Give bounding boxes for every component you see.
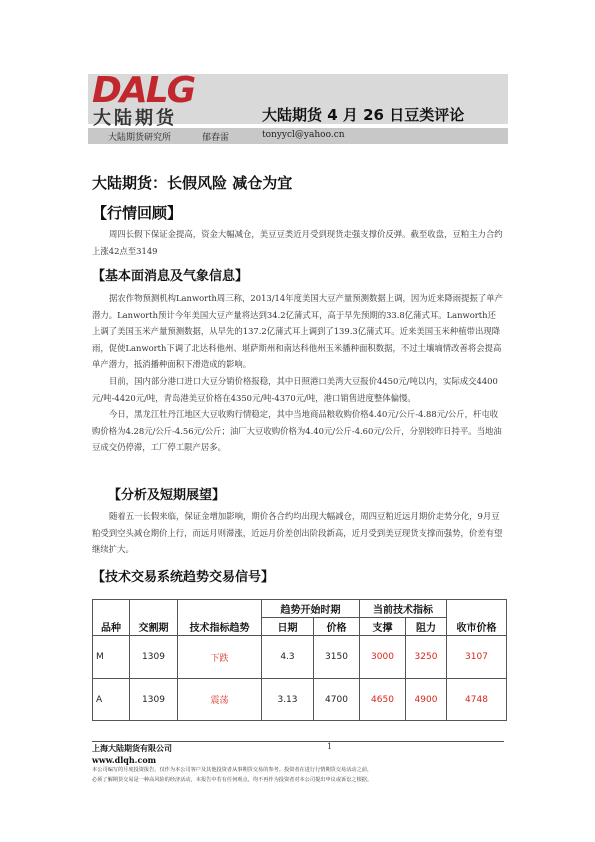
- footer-disclaimer: [92, 765, 512, 785]
- cell-resistance: 3250: [406, 636, 447, 679]
- cell-date: 4.3: [262, 636, 314, 679]
- table-group-header-row: [93, 600, 507, 618]
- column-header: 价格: [314, 618, 360, 636]
- fundamentals-paragraph-3: 今日，黑龙江牡丹江地区大豆收购行情稳定，其中当地商品粮收购价格4.40元/公斤-4.88元/公斤，杆屯收购价格为4.28元/公斤-4.56元/公斤；油厂大豆收购价格为4.40元/公斤-4.60元/公斤，分别较昨日持平。当地油豆成交仍停滞，工厂停工限产居多。: [92, 409, 502, 453]
- cell-trend: 震荡: [178, 679, 262, 721]
- review-text-block: [92, 226, 504, 259]
- section-heading-analysis: 【分析及短期展望】: [108, 488, 226, 503]
- cell-variety: A: [93, 679, 130, 721]
- footer-divider: [92, 741, 504, 742]
- column-header: 阻力: [406, 618, 447, 636]
- table-row: [93, 636, 507, 679]
- author-name: 郁春雷: [202, 133, 230, 143]
- author-email[interactable]: tonyycl@yahoo.cn: [262, 130, 345, 140]
- cell-price: 3150: [314, 636, 360, 679]
- report-header-title: 大陆期货 4 月 26 日豆类评论: [262, 106, 465, 124]
- signal-table: [92, 599, 507, 721]
- review-paragraph: 周四长假下保证金提高，资金大幅减仓，美豆豆类近月受到现货走强支撑价反弹。截至收盘，豆粕主力合约上涨42点至3149: [92, 229, 503, 256]
- fundamentals-paragraph-2: 目前，国内部分港口进口大豆分销价格报稳，其中日照港口美湾大豆报价4450元/吨以内，实际成交4400元/吨-4420元/吨，青岛港美豆价格在4350元/吨-4370元/吨，港口销售进度整体偏慢。: [92, 375, 498, 403]
- cell-support: 4650: [360, 679, 406, 721]
- page-number: 1: [327, 742, 333, 751]
- company-logo: DALG: [92, 70, 195, 111]
- fundamentals-text-block: [92, 290, 504, 456]
- cell-variety: M: [93, 636, 130, 679]
- document-title: 大陆期货：长假风险 减仓为宜: [92, 174, 293, 192]
- section-heading-signals: 【技术交易系统趋势交易信号】: [92, 570, 275, 585]
- group-header-trend-start: 趋势开始时期: [262, 600, 360, 618]
- section-heading-review: 【行情回顾】: [92, 204, 183, 222]
- section-heading-fundamentals: 【基本面消息及气象信息】: [92, 269, 249, 284]
- cell-delivery: 1309: [130, 679, 178, 721]
- cell-delivery: 1309: [130, 636, 178, 679]
- analysis-text-block: [92, 508, 504, 558]
- cell-close: 4748: [447, 679, 507, 721]
- cell-close: 3107: [447, 636, 507, 679]
- cell-support: 3000: [360, 636, 406, 679]
- analysis-paragraph: 随着五一长假来临，保证金增加影响，期价各合约均出现大幅减仓，周四豆粕近远月期价走势分化，9月豆粕受到空头减仓期价上行，而远月则滞涨，近远月价差创出阶段新高，近月受到美豆现货支撑而强势，价差有望继续扩大。: [92, 511, 503, 555]
- cell-date: 3.13: [262, 679, 314, 721]
- table-header-row: [93, 618, 507, 636]
- cell-trend: 下跌: [178, 636, 262, 679]
- column-header: 日期: [262, 618, 314, 636]
- footer-company: 上海大陆期货有限公司: [92, 743, 172, 753]
- disclaimer-line-2: 必须了解期货交易是一种高风险的经济活动，本报告中若有任何观点，均不再作为投资者对本公司提出申议或诉讼之根据。: [92, 777, 373, 783]
- column-header: 支撑: [360, 618, 406, 636]
- company-logo-cn: 大陆期货: [93, 108, 177, 129]
- column-header: 品种: [93, 618, 130, 636]
- cell-price: 4700: [314, 679, 360, 721]
- disclaimer-line-1: 本公司编写的月度投资报告，仅作为本公司客户及其他投资者从事期货交易的参考。投资者在进行行情期货交易活动之前，: [92, 767, 373, 773]
- table-row: [93, 679, 507, 721]
- fundamentals-paragraph-1: 据农作物预测机构Lanworth周三称，2013/14年度美国大豆产量预测数据上调，因为近来降雨提振了单产潜力。Lanworth预计今年美国大豆产量将达到34.2亿蒲式耳，高于早先预期的33.8亿蒲式耳。Lanworth还上调了美国玉米产量预测数据，从早先的137.2亿蒲式耳上调到了139.3亿蒲式耳。近来美国玉米种植带出现降雨，促使Lanworth下调了北达科他州、堪萨斯州和南达科他州玉米播种面积数据，不过土壤墒情改善将会提高单产潜力，抵消播种面积下滑造成的影响。: [92, 293, 503, 370]
- footer-website-link[interactable]: www.dlqh.com: [92, 755, 157, 765]
- institute-name: 大陆期货研究所: [108, 133, 172, 143]
- group-header-current: 当前技术指标: [360, 600, 447, 618]
- column-header: 技术指标趋势: [178, 618, 262, 636]
- column-header: 交割期: [130, 618, 178, 636]
- cell-resistance: 4900: [406, 679, 447, 721]
- column-header: 收市价格: [447, 618, 507, 636]
